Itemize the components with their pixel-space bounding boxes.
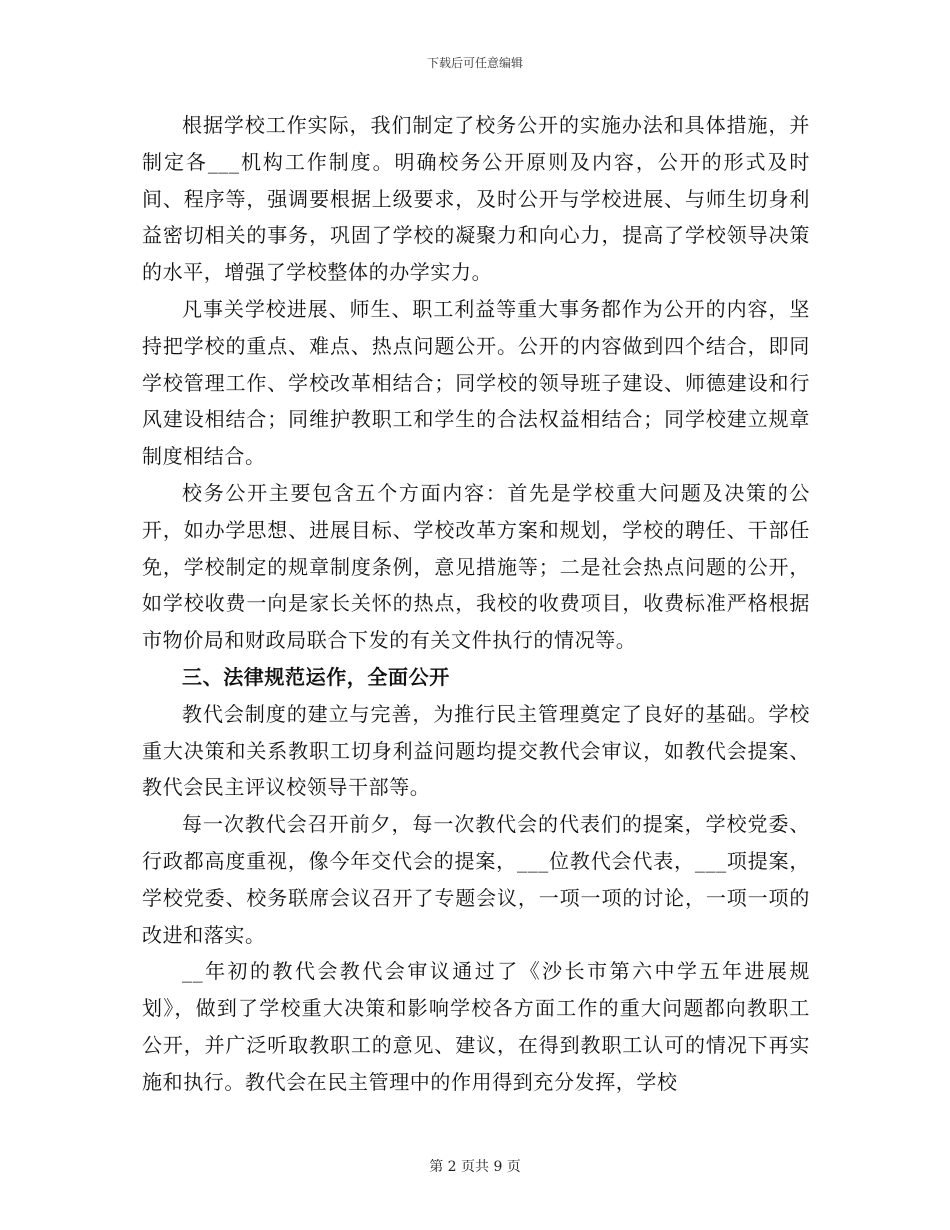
paragraph-5: 每一次教代会召开前夕，每一次教代会的代表们的提案，学校党委、行政都高度重视，像今年交代会的提案，___位教代会代表，___项提案，学校党委、校务联席会议召开了专题会议，一项一项的讨论，一项一项的改进和落实。 bbox=[142, 812, 810, 947]
paragraph-3: 校务公开主要包含五个方面内容：首先是学校重大问题及决策的公开，如办学思想、进展目标、学校改革方案和规划，学校的聘任、干部任免，学校制定的规章制度条例，意见措施等；二是社会热点问题的公开，如学校收费一向是家长关怀的热点，我校的收费项目，收费标准严格根据市物价局和财政局联合下发的有关文件执行的情况等。 bbox=[142, 480, 810, 653]
paragraph-4: 教代会制度的建立与完善，为推行民主管理奠定了良好的基础。学校重大决策和关系教职工切身利益问题均提交教代会审议，如教代会提案、教代会民主评议校领导干部等。 bbox=[142, 701, 810, 800]
page-header: 下载后可任意编辑 bbox=[426, 56, 523, 70]
paragraph-1: 根据学校工作实际，我们制定了校务公开的实施办法和具体措施，并制定各___机构工作制度。明确校务公开原则及内容，公开的形式及时间、程序等，强调要根据上级要求，及时公开与学校进展、与师生切身利益密切相关的事务，巩固了学校的凝聚力和向心力，提高了学校领导决策的水平，增强了学校整体的办学实力。 bbox=[142, 113, 810, 285]
paragraph-2: 凡事关学校进展、师生、职工利益等重大事务都作为公开的内容，坚持把学校的重点、难点、热点问题公开。公开的内容做到四个结合，即同学校管理工作、学校改革相结合；同学校的领导班子建设、师德建设和行风建设相结合；同维护教职工和学生的合法权益相结合；同学校建立规章制度相结合。 bbox=[142, 296, 810, 469]
paragraph-6: __年初的教代会教代会审议通过了《沙长市第六中学五年进展规划》，做到了学校重大决策和影响学校各方面工作的重大问题都向教职工公开，并广泛听取教职工的意见、建议，在得到教职工认可的情况下再实施和执行。教代会在民主管理中的作用得到充分发挥，学校 bbox=[142, 959, 810, 1094]
document-body bbox=[142, 107, 810, 1101]
section-heading: 三、法律规范运作，全面公开 bbox=[182, 664, 450, 689]
page-footer: 第 2 页共 9 页 bbox=[429, 1159, 521, 1175]
